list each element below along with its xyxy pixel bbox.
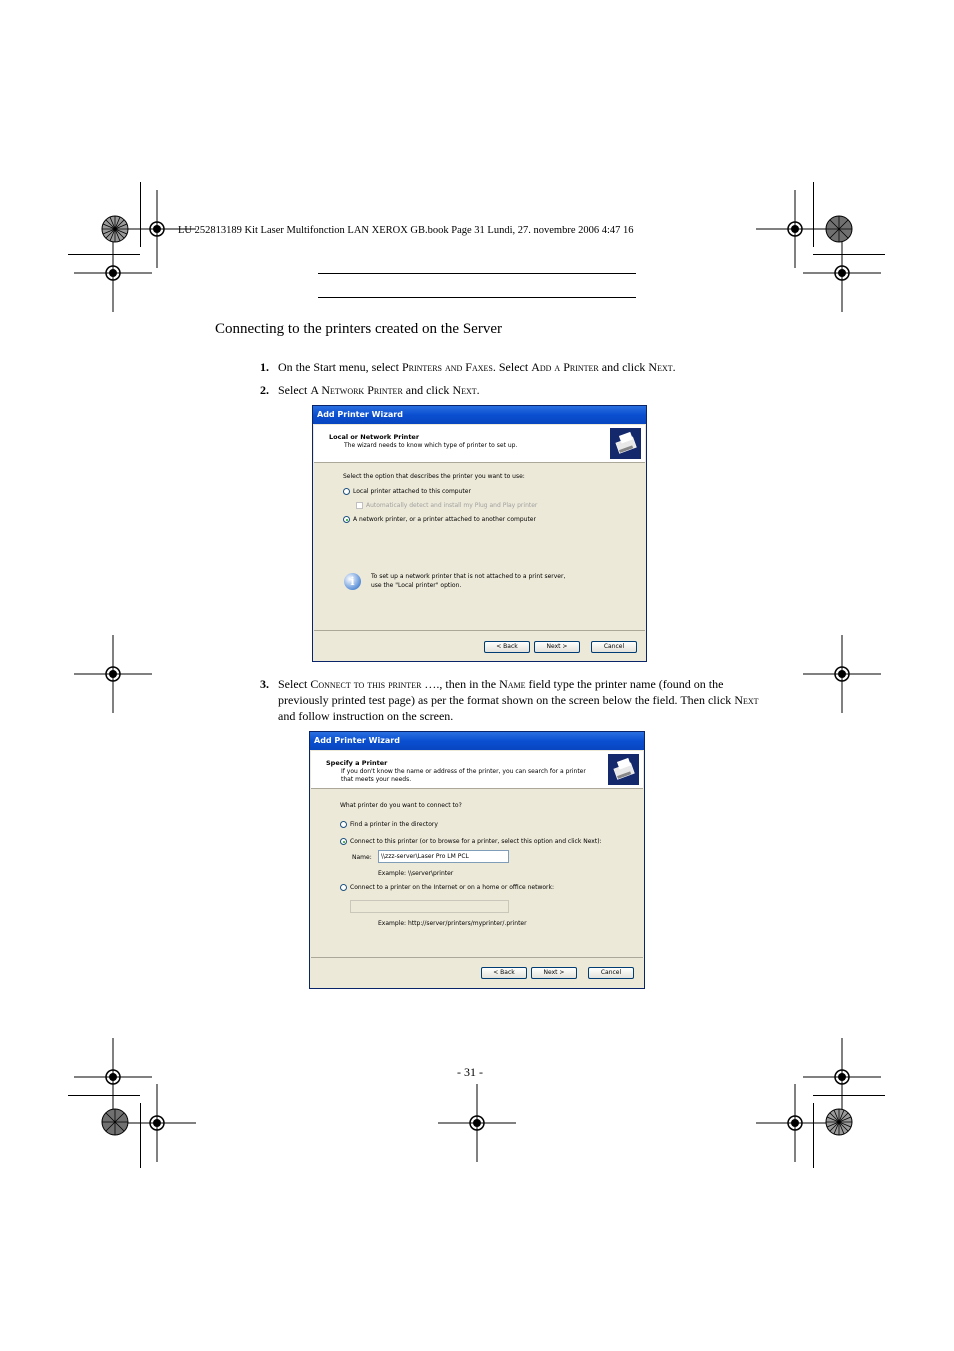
name-example: Example: \\server\printer [378,870,454,877]
ui-term: Printers and Faxes [401,360,493,374]
add-printer-wizard-dialog [309,731,645,989]
back-button[interactable]: < Back [484,641,530,653]
printer-icon [608,754,639,785]
add-printer-wizard-dialog [312,405,647,662]
option-label: Automatically detect and install my Plug and Play printer [366,502,538,509]
star-target-icon [825,215,853,243]
ui-term: Next [452,383,477,397]
text-run: …., then in the [421,677,500,691]
step-text [278,382,480,398]
dialog-banner [311,751,643,789]
next-button[interactable]: Next > [531,967,577,979]
step-number: 1. [260,360,269,374]
auto-detect-checkbox[interactable] [356,502,363,509]
text-run: On the Start menu, select [278,360,402,374]
radio-connect-printer[interactable] [340,838,347,845]
ui-term: Next [734,693,759,707]
text-run: field type the printer name (found on the [525,677,724,691]
star-target-icon [825,1108,853,1136]
info-text: To set up a network printer that is not attached to a print server, [371,573,566,580]
step-number: 3. [260,677,269,691]
text-run: Select [278,383,311,397]
step-number: 2. [260,383,269,397]
printer-icon [610,428,641,459]
dialog-title: Add Printer Wizard [310,732,644,750]
prompt-text: Select the option that describes the printer you want to use: [343,473,525,480]
name-label: Name: [352,854,372,861]
back-button[interactable]: < Back [481,967,527,979]
option-label: Find a printer in the directory [350,821,438,828]
radio-find-printer[interactable] [340,821,347,828]
prompt-text: What printer do you want to connect to? [340,802,462,809]
url-input[interactable] [350,900,509,913]
radio-internet-printer[interactable] [340,884,347,891]
text-run: Select [278,677,311,691]
text-run: previously printed test page) as per the format shown on the screen below the field. Then click [278,693,735,707]
step-text [278,692,759,708]
page-number: - 31 - [457,1065,483,1079]
next-button[interactable]: Next > [534,641,580,653]
name-input[interactable]: \\zzz-server\Laser Pro LM PCL [378,850,509,863]
text-run: . [476,383,480,397]
section-title: Connecting to the printers created on the Server [215,321,502,337]
radio-local-printer[interactable] [343,488,350,495]
dialog-separator [314,630,645,631]
registration-mark-icon [74,635,152,713]
registration-mark-icon [803,234,881,312]
step-text [278,708,453,724]
banner-heading: Specify a Printer [326,759,388,767]
info-icon: i [344,573,361,590]
banner-subheading: If you don't know the name or address of the printer, you can search for a printer that meets your needs. [341,768,586,783]
cancel-button[interactable]: Cancel [591,641,637,653]
star-target-icon [101,1108,129,1136]
ui-term: Add a Printer [531,360,599,374]
header-rule-bottom [318,297,636,298]
dialog-banner [314,425,645,463]
text-run: . [672,360,676,374]
dialog-separator [311,957,643,958]
ui-term: Name [499,677,526,691]
banner-heading: Local or Network Printer [329,433,420,441]
ui-term: A Network Printer [310,383,403,397]
star-target-icon [101,215,129,243]
text-run: and follow instruction on the screen. [278,709,454,723]
text-run: . Select [492,360,532,374]
print-header: LU 252813189 Kit Laser Multifonction LAN XEROX GB.book Page 31 Lundi, 27. novembre 2006 4:47 16 [178,225,634,236]
step-3 [260,676,800,724]
text-run: and click [598,360,649,374]
option-label: A network printer, or a printer attached to another computer [353,516,536,523]
step-text [278,359,676,375]
text-run: and click [402,383,453,397]
registration-mark-icon [756,1084,834,1162]
url-example: Example: http://server/printers/myprinter/.printer [378,920,527,927]
option-label: Connect to this printer (or to browse for a printer, select this option and click Next): [350,838,602,845]
ui-term: Connect to this printer [310,677,422,691]
cancel-button[interactable]: Cancel [588,967,634,979]
registration-mark-icon [74,234,152,312]
registration-mark-icon [118,1084,196,1162]
radio-network-printer[interactable] [343,516,350,523]
registration-mark-icon [438,1084,516,1162]
header-rule-top [318,273,636,274]
dialog-title: Add Printer Wizard [313,406,646,424]
info-text: use the "Local printer" option. [371,582,462,589]
step-text [278,676,723,692]
option-label: Local printer attached to this computer [353,488,471,495]
registration-mark-icon [803,635,881,713]
ui-term: Next [648,360,673,374]
banner-subheading: The wizard needs to know which type of printer to set up. [344,442,518,449]
option-label: Connect to a printer on the Internet or on a home or office network: [350,884,554,891]
